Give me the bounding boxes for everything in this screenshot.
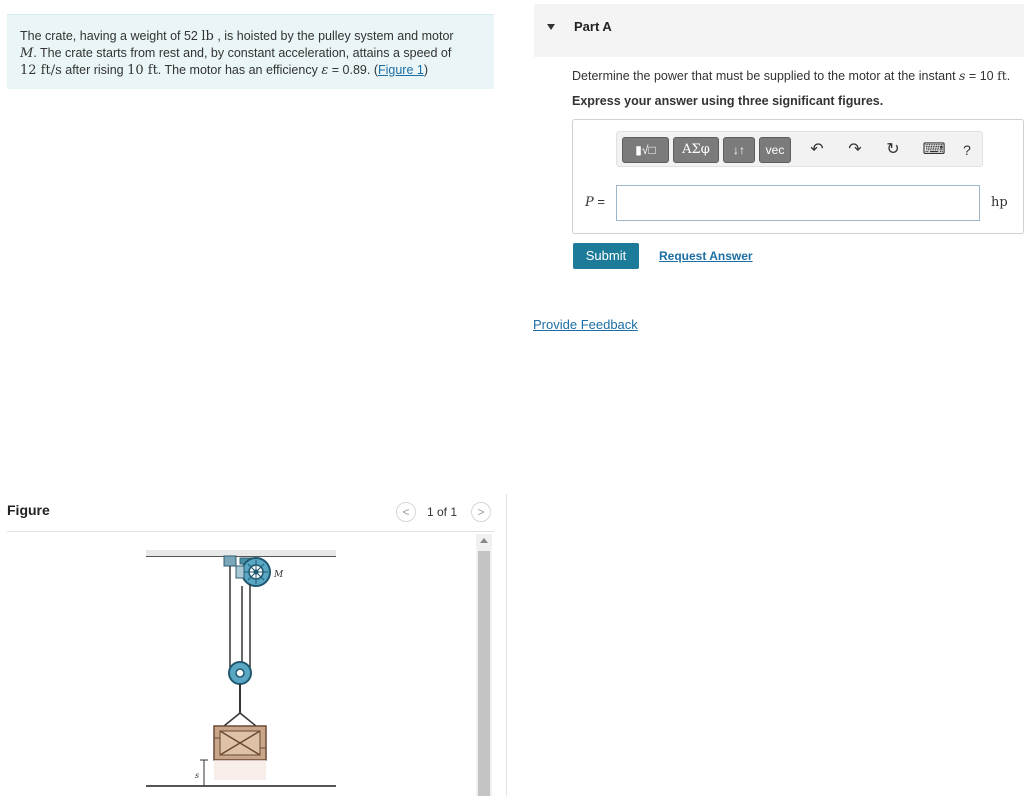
motor-symbol: M <box>20 46 34 61</box>
pulley-hub <box>236 669 244 677</box>
motor-housing <box>236 566 244 578</box>
speed-value: 12 ft/s <box>20 63 62 78</box>
figure-link[interactable]: Figure 1 <box>377 63 424 77</box>
problem-text-3: . The crate starts from rest and, by constant acceleration, attains a speed of <box>33 46 452 60</box>
question-pre: Determine the power that must be supplied to the motor at the instant <box>572 69 960 83</box>
provide-feedback-link[interactable]: Provide Feedback <box>533 317 638 332</box>
figure-header <box>7 502 494 532</box>
request-answer-link[interactable]: Request Answer <box>659 249 753 263</box>
efficiency-symbol: ε <box>321 63 329 78</box>
problem-text-2: , is hoisted by the pulley system and motor <box>213 29 454 43</box>
arrows-button[interactable]: ↓↑ <box>723 137 755 163</box>
reset-icon[interactable]: ↻ <box>886 141 900 158</box>
template-button[interactable]: ▮√□ <box>622 137 669 163</box>
answer-unit: hp <box>991 195 1008 210</box>
crate-shadow <box>214 760 266 780</box>
help-icon[interactable]: ? <box>963 142 971 158</box>
answer-input[interactable] <box>616 185 980 221</box>
question-variable: s <box>959 68 966 83</box>
previous-figure-button[interactable]: < <box>396 502 416 522</box>
redo-icon[interactable]: ↷ <box>848 141 862 158</box>
next-figure-button[interactable]: > <box>471 502 491 522</box>
figure-counter: 1 of 1 <box>427 505 458 519</box>
motor-label: M <box>274 570 284 580</box>
vector-button[interactable]: vec <box>759 137 791 163</box>
submit-button[interactable]: Submit <box>573 243 639 269</box>
answer-variable: P <box>585 195 594 210</box>
s-label: s <box>195 771 200 780</box>
problem-statement <box>7 14 494 89</box>
scroll-thumb[interactable] <box>478 551 490 796</box>
undo-icon[interactable]: ↶ <box>810 141 824 158</box>
keyboard-icon[interactable]: ⌨ <box>922 141 946 158</box>
panel-divider <box>506 494 507 796</box>
figure-scrollbar[interactable] <box>476 534 492 796</box>
right-sling <box>240 713 256 726</box>
weight-unit: lb <box>201 29 214 44</box>
answer-box <box>572 119 1024 234</box>
instruction-text: Express your answer using three significant figures. <box>572 94 884 108</box>
problem-text-6: = 0.89. ( <box>328 63 378 77</box>
problem-text-1: The crate, having a weight of 52 <box>20 29 202 43</box>
math-toolbar <box>616 131 983 167</box>
greek-symbols-button[interactable]: ΑΣφ <box>673 137 719 163</box>
collapse-caret-icon[interactable] <box>547 24 555 30</box>
anchor-bracket <box>224 556 236 566</box>
crate <box>214 726 266 760</box>
question-text <box>572 68 1010 83</box>
part-a-header[interactable] <box>534 4 1024 57</box>
left-sling <box>224 713 240 726</box>
problem-text-4: after rising <box>61 63 128 77</box>
problem-text-5: . The motor has an efficiency <box>157 63 322 77</box>
distance-value: 10 ft <box>127 63 158 78</box>
question-end: . <box>1006 69 1011 83</box>
answer-label <box>585 194 605 210</box>
problem-text-7: ) <box>423 63 429 77</box>
part-a-title: Part A <box>574 19 612 34</box>
figure-title: Figure <box>7 502 50 518</box>
answer-equals: = <box>593 194 605 209</box>
scroll-up-arrow-icon[interactable] <box>480 538 488 543</box>
pulley-figure <box>140 548 340 793</box>
question-unit: ft <box>997 68 1007 83</box>
question-post: = 10 <box>965 69 998 83</box>
ceiling-hatch <box>146 550 336 556</box>
